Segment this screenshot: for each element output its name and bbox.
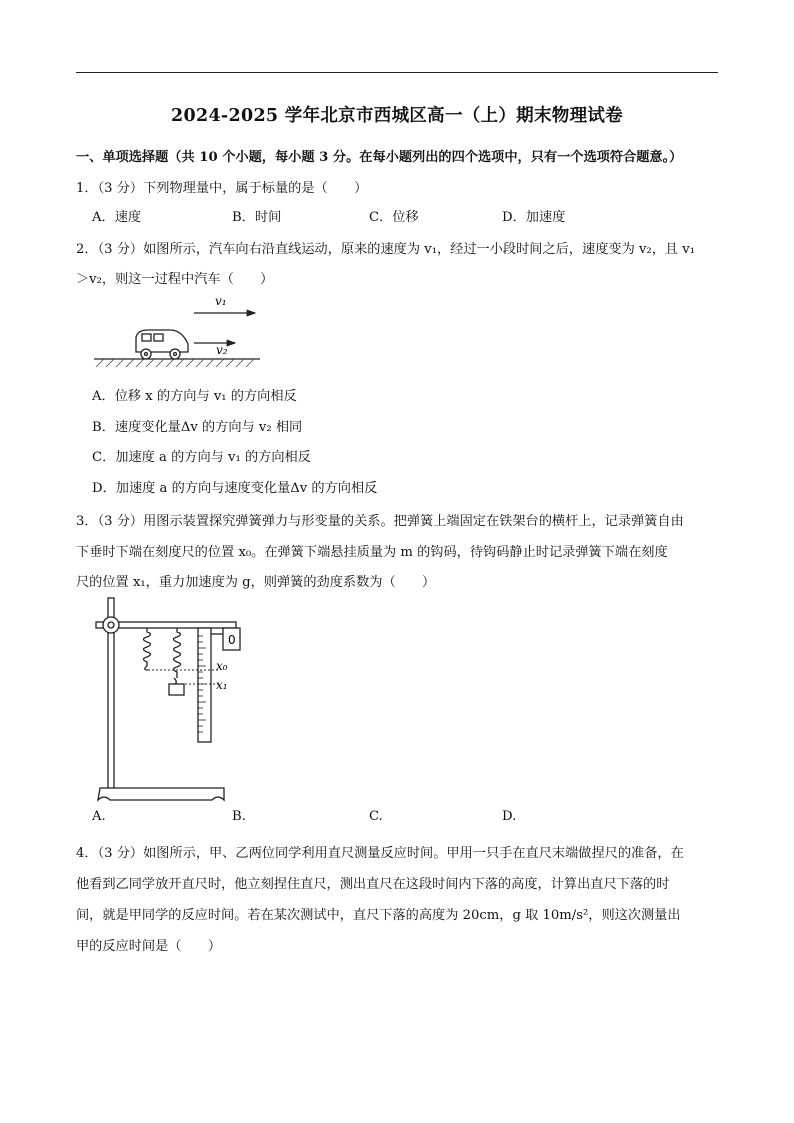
v2-label: v₂ [216, 343, 228, 357]
q2-option-a[interactable]: A．位移 x 的方向与 v₁ 的方向相反 [92, 389, 297, 404]
car-icon [136, 330, 188, 359]
q3-option-b[interactable]: B. [232, 809, 246, 824]
q2-option-c[interactable]: C．加速度 a 的方向与 v₁ 的方向相反 [92, 450, 311, 465]
q1-option-c[interactable]: C．位移 [369, 210, 419, 225]
q2-stem-line1: 2．（3 分）如图所示，汽车向右沿直线运动，原来的速度为 v₁，经过一小段时间之后，速度变为 v₂，且 v₁ [76, 242, 696, 257]
q3-stem-line1: 3．（3 分）用图示装置探究弹簧弹力与形变量的关系。把弹簧上端固定在铁架台的横杆上，记录弹簧自由 [76, 514, 684, 529]
q2-stem-line2: ＞v₂，则这一过程中汽车（ ） [76, 272, 274, 287]
section-heading: 一、单项选择题（共 10 个小题，每小题 3 分。在每小题列出的四个选项中，只有一个选项符合题意。） [76, 150, 683, 165]
header-rule [76, 72, 718, 73]
q4-stem-line3: 间，就是甲同学的反应时间。若在某次测试中，直尺下落的高度为 20cm，g 取 10m/s²，则这次测量出 [76, 908, 681, 923]
q3-option-a[interactable]: A. [92, 809, 106, 824]
zero-label: 0 [228, 633, 236, 647]
q4-stem-line2: 他看到乙同学放开直尺时，他立刻捏住直尺，测出直尺在这段时间内下落的高度，计算出直尺下落的时 [76, 877, 670, 892]
q1-option-d[interactable]: D．加速度 [502, 210, 566, 225]
q1-option-a[interactable]: A．速度 [92, 210, 142, 225]
q4-stem-line4: 甲的反应时间是（ ） [76, 939, 222, 954]
q3-option-c[interactable]: C. [369, 809, 383, 824]
v1-label: v₁ [215, 294, 227, 308]
q1-option-b[interactable]: B．时间 [232, 210, 282, 225]
page-title: 2024-2025 学年北京市西城区高一（上）期末物理试卷 [171, 106, 623, 126]
q3-stem-line3: 尺的位置 x₁，重力加速度为 g，则弹簧的劲度系数为（ ） [76, 575, 436, 590]
q4-stem-line1: 4．（3 分）如图所示，甲、乙两位同学利用直尺测量反应时间。甲用一只手在直尺末端做捏尺的准备，在 [76, 846, 684, 861]
x0-label: x₀ [216, 659, 228, 673]
q3-option-d[interactable]: D. [502, 809, 517, 824]
ground-hatching [96, 359, 254, 367]
q2-car-figure [92, 292, 272, 372]
x1-label: x₁ [216, 678, 228, 692]
q3-stem-line2: 下垂时下端在刻度尺的位置 x₀。在弹簧下端悬挂质量为 m 的钩码，待钩码静止时记录弹簧下端在刻度 [76, 545, 668, 560]
q2-option-d[interactable]: D．加速度 a 的方向与速度变化量Δv 的方向相反 [92, 481, 378, 496]
q1-stem: 1．（3 分）下列物理量中，属于标量的是（ ） [76, 181, 368, 196]
q3-spring-apparatus-figure [90, 590, 270, 810]
q2-option-b[interactable]: B．速度变化量Δv 的方向与 v₂ 相同 [92, 420, 303, 435]
